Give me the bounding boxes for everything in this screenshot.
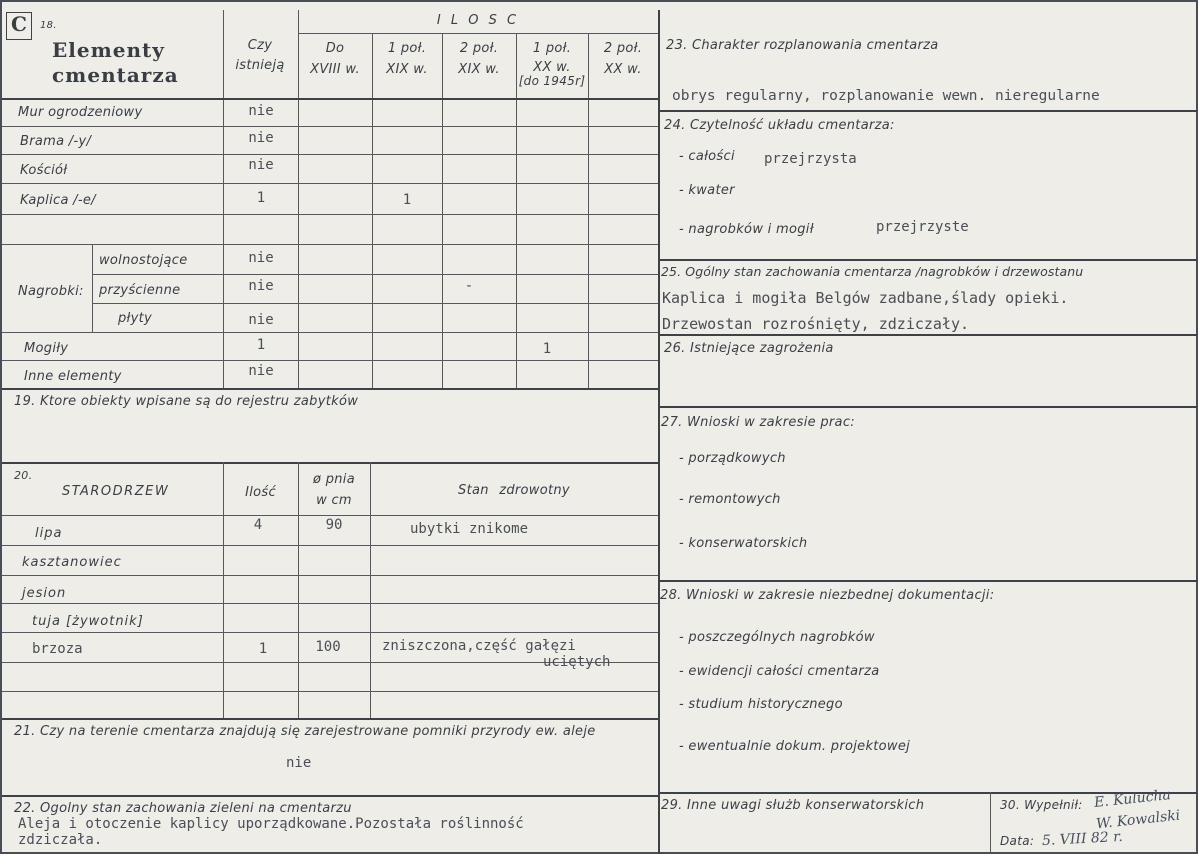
section24-item2-label: - kwater [679,183,735,198]
tree-kasztanowiec-name: kasztanowiec [22,555,122,570]
section18-title-2: cmentarza [52,63,179,87]
section29-label: 29. Inne uwagi służb konserwatorskich [661,798,925,813]
section30-label: 30. Wypełnił: [1000,798,1083,812]
row-mogily-exists: 1 [256,337,266,353]
row-mogily-label: Mogiły [24,341,69,356]
row-inne-label: Inne elementy [24,369,122,384]
section24-label: 24. Czytelność układu cmentarza: [664,118,895,133]
col-qty: Ilość [245,485,276,500]
section27-item1: - porządkowych [679,451,786,466]
section22-label: 22. Ogolny stan zachowania zieleni na cmentarzu [14,801,352,816]
section27-item2: - remontowych [679,492,781,507]
section24-item1-value: przejrzysta [764,151,857,167]
period-3-l1: 2 poł. [459,41,499,56]
section21-answer: nie [286,755,312,771]
section28-item1: - poszczególnych nagrobków [679,630,875,645]
row-wolnostojace-label: wolnostojące [99,253,188,268]
row-kaplica-label: Kaplica /-e/ [20,193,96,208]
tree-lipa-state: ubytki znikome [410,521,529,537]
row-mur-label: Mur ogrodzeniowy [18,105,143,120]
period-2-l2: XIX w. [386,62,428,77]
tree-tuja-name: tuja [żywotnik] [32,614,144,629]
period-2-l1: 1 poł. [387,41,427,56]
col-diam-2: w cm [316,493,352,508]
section24-item3-label: - nagrobków i mogił [679,222,814,237]
tree-jesion-name: jesion [22,586,67,601]
card-code: C [11,12,28,36]
period-3-l2: XIX w. [458,62,500,77]
section30-date-label: Data: [1000,834,1035,848]
row-plyty-exists: nie [248,312,274,328]
tree-brzoza-state2: uciętych [543,654,611,670]
row-brama-exists: nie [248,130,274,146]
row-plyty-label: płyty [118,311,152,326]
section25-label: 25. Ogólny stan zachowania cmentarza /nagrobków i drzewostanu [661,264,1084,279]
section27-label: 27. Wnioski w zakresie prac: [661,415,855,430]
tree-brzoza-diam: 100 [315,639,341,655]
section28-item2: - ewidencji całości cmentarza [679,664,880,679]
section30-name2: W. Kowalski [1095,807,1181,833]
row-mogily-q4: 1 [542,341,552,357]
row-kaplica-q2: 1 [402,192,412,208]
row-inne-exists: nie [248,363,274,379]
row-przyscienne-label: przyścienne [99,283,181,298]
period-4-l1: 1 poł. [532,41,572,56]
col-exists-2: istnieją [235,58,285,73]
section24-item1-label: - całości [679,149,735,164]
col-diam-1: ø pnia [313,472,355,487]
section19-label: 19. Ktore obiekty wpisane są do rejestru zabytków [14,394,359,409]
section21-label: 21. Czy na terenie cmentarza znajdują się zarejestrowane pomniki przyrody ew. aleje [14,724,596,739]
row-przyscienne-q3: - [464,278,474,294]
col-ilosc: I L O S C [436,13,520,28]
section18-number: 18. [40,20,57,31]
section28-label: 28. Wnioski w zakresie niezbednej dokumentacji: [660,588,995,603]
row-mur-exists: nie [248,103,274,119]
section24-item3-value: przejrzyste [876,219,969,235]
col-state: Stan zdrowotny [458,483,570,498]
section22-line2: zdziczała. [18,832,103,848]
section30-date: 5. VIII 82 r. [1041,828,1124,850]
period-4-l2: XX w. [533,60,571,75]
section18-title-1: Elementy [52,38,165,62]
section30-name1: E. Kulucha [1093,787,1172,811]
section23-answer: obrys regularny, rozplanowanie wewn. nieregularne [672,88,1100,104]
col-exists-1: Czy [247,38,273,53]
period-5-l2: XX w. [604,62,642,77]
section27-item3: - konserwatorskich [679,536,808,551]
section23-label: 23. Charakter rozplanowania cmentarza [666,38,939,53]
tree-brzoza-qty: 1 [258,641,268,657]
row-wolnostojace-exists: nie [248,250,274,266]
main-divider [658,10,660,854]
row-brama-label: Brama /-y/ [20,134,92,149]
period-1-l1: Do [325,41,345,56]
tree-brzoza-state: zniszczona,część gałęzi [382,638,576,654]
section28-item4: - ewentualnie dokum. projektowej [679,739,911,754]
section22-line1: Aleja i otoczenie kaplicy uporządkowane.Pozostała roślinność [18,816,524,832]
tree-lipa-name: lipa [35,526,63,541]
section20-number: 20. [14,469,33,482]
row-kaplica-exists: 1 [256,190,266,206]
period-5-l1: 2 poł. [603,41,643,56]
section20-header: STARODRZEW [62,484,170,499]
section25-line2: Drzewostan rozrośnięty, zdziczały. [662,315,970,333]
row-przyscienne-exists: nie [248,278,274,294]
tree-lipa-qty: 4 [253,517,263,533]
period-4-l3: [do 1945r] [518,74,586,88]
section26-label: 26. Istniejące zagrożenia [664,341,834,356]
nagrobki-label: Nagrobki: [18,284,84,299]
row-kosciol-exists: nie [248,157,274,173]
section28-item3: - studium historycznego [679,697,843,712]
period-1-l2: XVIII w. [310,62,360,77]
tree-lipa-diam: 90 [325,517,343,533]
section25-line1: Kaplica i mogiła Belgów zadbane,ślady opieki. [662,289,1069,307]
tree-brzoza-name: brzoza [32,641,83,657]
row-kosciol-label: Kościół [20,163,68,178]
